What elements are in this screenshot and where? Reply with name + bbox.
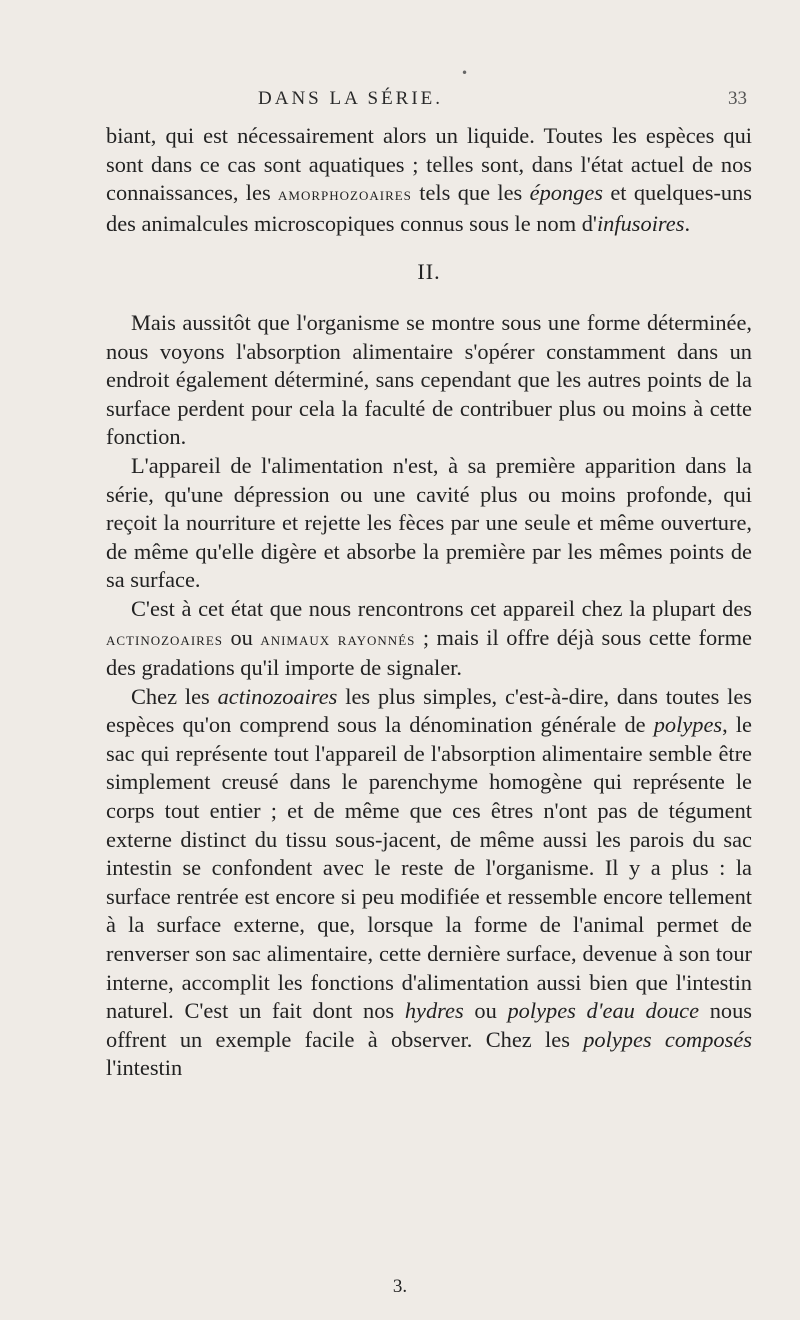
text-run: ou <box>223 624 261 650</box>
term-amorphozoaires: amorphozoaires <box>278 184 412 206</box>
running-head: DANS LA SÉRIE. <box>258 88 444 109</box>
section-number: II. <box>417 259 441 285</box>
body-text <box>106 122 752 1083</box>
term-polypes-composes: polypes composés <box>583 1026 752 1052</box>
page-number: 33 <box>728 88 747 109</box>
page-header <box>0 86 800 116</box>
text-run: biant, qui est nécessairement alors un liquide. Toutes les espèces qui sont dans ce cas sont aquatiques ; telles sont, dans l'état actuel de nos connaissances, les <box>106 123 752 206</box>
paragraph-1 <box>106 122 752 238</box>
text-run: Chez les <box>131 683 218 709</box>
term-actinozoaires: actinozoaires <box>106 628 223 650</box>
text-run: ; mais il offre déjà sous cette forme des gradations qu'il importe de signaler. <box>106 624 752 681</box>
paragraph-5 <box>106 683 752 1083</box>
signature-mark: 3. <box>392 1276 408 1297</box>
term-polypes-eau-douce: polypes d'eau douce <box>507 998 700 1024</box>
term-polypes: polypes <box>653 712 723 738</box>
text-run: les plus simples, c'est-à-dire, dans toutes les espèces qu'on comprend sous la dénomination générale de <box>106 683 752 738</box>
term-actinozoaires-italic: actinozoaires <box>217 683 338 709</box>
term-infusoires: infusoires <box>596 210 685 236</box>
text-run: tels que les <box>411 180 530 206</box>
paragraph-3: L'appareil de l'alimentation n'est, à sa première apparition dans la série, qu'une dépression ou une cavité plus ou moins profonde, qui reçoit la nourriture et rejette les fèces par une seule et même ouverture, de même qu'elle digère et absorbe la première par les mêmes points de sa surface. <box>106 452 752 593</box>
text-run: nous offrent un exemple facile à observer. Chez les <box>106 998 753 1052</box>
printer-bullet-mark: • <box>461 66 469 80</box>
text-run: et quelques-uns des animalcules microscopiques connus sous le nom d' <box>106 180 753 236</box>
term-hydres: hydres <box>404 998 464 1024</box>
text-run: C'est à cet état que nous rencontrons cet appareil chez la plupart des <box>131 595 752 621</box>
text-run: , le sac qui représente tout l'appareil de l'absorption alimentaire semble être simplement creusé dans le parenchyme homogène qui représente le corps tout entier ; et de même que ces êtres n'ont pas de tégument externe distinct du tissu sous-jacent, de même aussi les parois du sac intestin se confondent avec le reste de l'organisme. Il y a plus : la surface rentrée est encore si peu modifiée et ressemble encore tellement à la surface externe, que, lorsque la forme de l'animal permet de renverser son sac alimentaire, cette dernière surface, devenue à son tour interne, accomplit les fonctions d'alimentation aussi bien que l'intestin naturel. C'est un fait dont nos <box>106 712 752 1024</box>
text-run: ou <box>463 998 508 1024</box>
text-run: l'intestin <box>106 1055 183 1081</box>
paragraph-4 <box>106 595 752 683</box>
term-animaux-rayonnes: animaux rayonnés <box>260 628 416 650</box>
text-run: . <box>684 210 691 236</box>
paragraph-2: Mais aussitôt que l'organisme se montre sous une forme déterminée, nous voyons l'absorption alimentaire s'opérer constamment dans un endroit également déterminé, sans cependant que les autres points de la surface perdent pour cela la faculté de contribuer plus ou moins à cette fonction. <box>106 309 752 450</box>
term-eponges: éponges <box>529 180 603 206</box>
